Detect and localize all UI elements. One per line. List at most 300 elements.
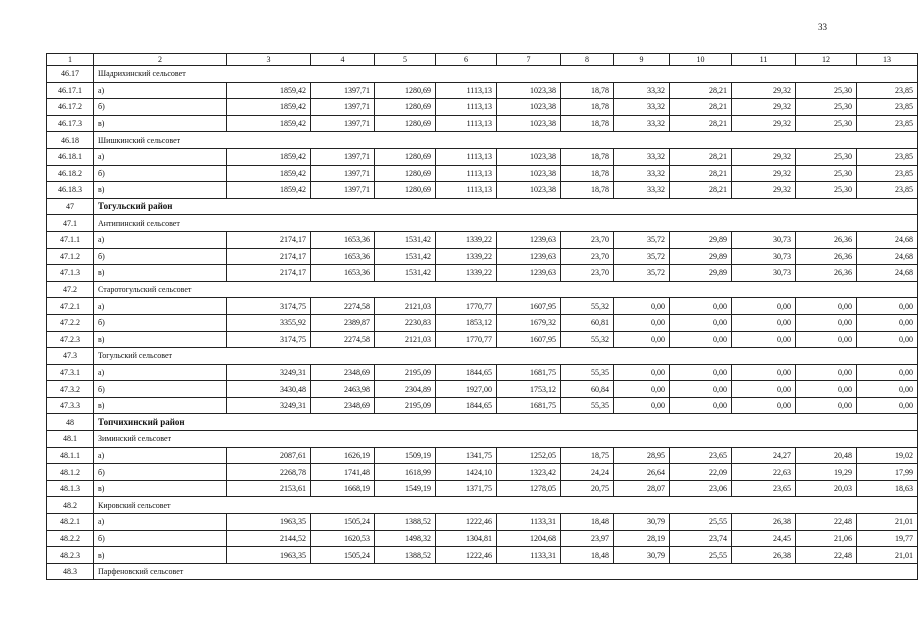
column-header: 1 [47,54,94,66]
row-number: 48.1 [47,431,94,448]
value-cell: 1607,95 [497,331,561,348]
value-cell: 18,78 [561,148,614,165]
value-cell: 28,95 [614,447,670,464]
value-cell: 24,45 [732,530,796,547]
value-cell: 2348,69 [311,397,375,414]
value-cell: 1339,22 [436,248,497,265]
value-cell: 35,72 [614,265,670,282]
row-number: 47.2.1 [47,298,94,315]
value-cell: 35,72 [614,231,670,248]
value-cell: 33,32 [614,165,670,182]
value-cell: 1341,75 [436,447,497,464]
value-cell: 18,78 [561,99,614,116]
council-row [47,497,918,514]
column-header: 12 [796,54,857,66]
value-cell: 26,38 [732,547,796,564]
value-cell: 2144,52 [227,530,311,547]
value-cell: 1397,71 [311,99,375,116]
value-cell: 22,63 [732,464,796,481]
row-label: в) [94,265,227,282]
value-cell: 1853,12 [436,314,497,331]
value-cell: 1113,13 [436,115,497,132]
data-row [47,148,918,165]
value-cell: 1222,46 [436,514,497,531]
row-number: 47.3 [47,348,94,365]
value-cell: 2274,58 [311,298,375,315]
value-cell: 3355,92 [227,314,311,331]
row-number: 48.2.3 [47,547,94,564]
value-cell: 1304,81 [436,530,497,547]
value-cell: 1023,38 [497,82,561,99]
value-cell: 1222,46 [436,547,497,564]
value-cell: 1509,19 [375,447,436,464]
council-name: Антипинский сельсовет [94,215,918,232]
value-cell: 1280,69 [375,82,436,99]
value-cell: 1371,75 [436,480,497,497]
value-cell: 23,70 [561,265,614,282]
data-row [47,115,918,132]
data-row [47,82,918,99]
value-cell: 28,21 [670,165,732,182]
value-cell: 1113,13 [436,99,497,116]
value-cell: 18,78 [561,82,614,99]
value-cell: 35,72 [614,248,670,265]
value-cell: 55,32 [561,331,614,348]
value-cell: 1679,32 [497,314,561,331]
council-row [47,563,918,580]
value-cell: 0,00 [796,314,857,331]
value-cell: 23,97 [561,530,614,547]
value-cell: 1388,52 [375,514,436,531]
value-cell: 23,85 [857,182,918,199]
value-cell: 28,21 [670,99,732,116]
value-cell: 19,29 [796,464,857,481]
value-cell: 30,79 [614,514,670,531]
value-cell: 29,32 [732,82,796,99]
value-cell: 1859,42 [227,99,311,116]
tariff-table [46,53,918,580]
value-cell: 23,85 [857,148,918,165]
row-number: 46.18.3 [47,182,94,199]
value-cell: 1133,31 [497,547,561,564]
row-label: б) [94,314,227,331]
value-cell: 1023,38 [497,115,561,132]
value-cell: 1963,35 [227,547,311,564]
value-cell: 0,00 [732,381,796,398]
council-name: Старотогульский сельсовет [94,281,918,298]
district-row [47,414,918,431]
value-cell: 23,85 [857,82,918,99]
value-cell: 1323,42 [497,464,561,481]
council-row [47,66,918,83]
value-cell: 1505,24 [311,547,375,564]
value-cell: 23,85 [857,115,918,132]
row-number: 46.17.2 [47,99,94,116]
value-cell: 1653,36 [311,265,375,282]
row-label: б) [94,165,227,182]
council-name: Зиминский сельсовет [94,431,918,448]
value-cell: 1531,42 [375,231,436,248]
value-cell: 0,00 [857,298,918,315]
value-cell: 33,32 [614,99,670,116]
value-cell: 24,24 [561,464,614,481]
value-cell: 1844,65 [436,364,497,381]
value-cell: 2268,78 [227,464,311,481]
value-cell: 1607,95 [497,298,561,315]
value-cell: 1859,42 [227,82,311,99]
value-cell: 29,32 [732,115,796,132]
data-row [47,331,918,348]
value-cell: 0,00 [796,298,857,315]
value-cell: 1133,31 [497,514,561,531]
row-number: 47.2.2 [47,314,94,331]
value-cell: 1239,63 [497,265,561,282]
value-cell: 0,00 [732,397,796,414]
value-cell: 1339,22 [436,265,497,282]
value-cell: 21,06 [796,530,857,547]
row-number: 46.17.3 [47,115,94,132]
row-label: а) [94,447,227,464]
council-row [47,281,918,298]
council-name: Шишкинский сельсовет [94,132,918,149]
value-cell: 33,32 [614,115,670,132]
value-cell: 3249,31 [227,397,311,414]
row-number: 46.18.1 [47,148,94,165]
data-row [47,99,918,116]
value-cell: 1753,12 [497,381,561,398]
value-cell: 0,00 [614,298,670,315]
value-cell: 19,02 [857,447,918,464]
value-cell: 23,06 [670,480,732,497]
value-cell: 23,70 [561,231,614,248]
council-row [47,215,918,232]
data-row [47,265,918,282]
data-row [47,530,918,547]
data-row [47,231,918,248]
page-number: 33 [818,22,827,32]
value-cell: 2304,89 [375,381,436,398]
value-cell: 1113,13 [436,182,497,199]
data-row [47,364,918,381]
value-cell: 1859,42 [227,165,311,182]
value-cell: 23,65 [670,447,732,464]
value-cell: 0,00 [670,397,732,414]
row-number: 47.1 [47,215,94,232]
value-cell: 1388,52 [375,547,436,564]
value-cell: 26,64 [614,464,670,481]
value-cell: 2121,03 [375,331,436,348]
row-label: а) [94,231,227,248]
value-cell: 29,89 [670,248,732,265]
value-cell: 2195,09 [375,364,436,381]
row-label: в) [94,182,227,199]
value-cell: 1498,32 [375,530,436,547]
value-cell: 25,30 [796,99,857,116]
value-cell: 23,85 [857,99,918,116]
row-label: б) [94,530,227,547]
value-cell: 1505,24 [311,514,375,531]
value-cell: 1844,65 [436,397,497,414]
value-cell: 29,32 [732,165,796,182]
value-cell: 0,00 [670,364,732,381]
value-cell: 0,00 [614,331,670,348]
data-row [47,248,918,265]
value-cell: 23,74 [670,530,732,547]
value-cell: 29,89 [670,265,732,282]
value-cell: 1397,71 [311,82,375,99]
value-cell: 17,99 [857,464,918,481]
row-label: б) [94,248,227,265]
value-cell: 30,73 [732,265,796,282]
row-number: 46.17 [47,66,94,83]
data-row [47,314,918,331]
value-cell: 33,32 [614,148,670,165]
value-cell: 0,00 [796,364,857,381]
value-cell: 0,00 [796,397,857,414]
value-cell: 1239,63 [497,248,561,265]
row-number: 47.1.2 [47,248,94,265]
value-cell: 18,48 [561,514,614,531]
value-cell: 1397,71 [311,148,375,165]
value-cell: 1339,22 [436,231,497,248]
row-label: в) [94,547,227,564]
value-cell: 2174,17 [227,248,311,265]
value-cell: 1239,63 [497,231,561,248]
row-number: 48.1.1 [47,447,94,464]
value-cell: 0,00 [732,314,796,331]
value-cell: 2389,87 [311,314,375,331]
value-cell: 1113,13 [436,165,497,182]
value-cell: 28,19 [614,530,670,547]
value-cell: 2195,09 [375,397,436,414]
row-number: 48.1.2 [47,464,94,481]
value-cell: 55,32 [561,298,614,315]
value-cell: 18,78 [561,182,614,199]
value-cell: 3249,31 [227,364,311,381]
value-cell: 0,00 [796,331,857,348]
value-cell: 0,00 [670,314,732,331]
row-number: 46.18 [47,132,94,149]
value-cell: 26,36 [796,231,857,248]
council-row [47,132,918,149]
value-cell: 24,27 [732,447,796,464]
row-number: 47.3.2 [47,381,94,398]
value-cell: 28,21 [670,182,732,199]
value-cell: 20,48 [796,447,857,464]
value-cell: 1023,38 [497,165,561,182]
data-row [47,547,918,564]
row-label: а) [94,514,227,531]
value-cell: 60,81 [561,314,614,331]
row-number: 47 [47,198,94,215]
value-cell: 30,73 [732,248,796,265]
value-cell: 1963,35 [227,514,311,531]
district-row [47,198,918,215]
row-number: 47.1.3 [47,265,94,282]
value-cell: 2463,98 [311,381,375,398]
value-cell: 1280,69 [375,115,436,132]
value-cell: 0,00 [670,298,732,315]
table-body [47,54,918,580]
value-cell: 2174,17 [227,265,311,282]
value-cell: 3430,48 [227,381,311,398]
district-name: Топчихинский район [94,414,918,431]
value-cell: 0,00 [732,298,796,315]
value-cell: 1618,99 [375,464,436,481]
row-label: б) [94,99,227,116]
value-cell: 23,70 [561,248,614,265]
value-cell: 0,00 [732,331,796,348]
value-cell: 18,75 [561,447,614,464]
row-label: в) [94,331,227,348]
value-cell: 22,09 [670,464,732,481]
value-cell: 25,30 [796,115,857,132]
value-cell: 1397,71 [311,165,375,182]
value-cell: 1113,13 [436,148,497,165]
value-cell: 29,32 [732,148,796,165]
row-label: в) [94,480,227,497]
row-number: 47.2 [47,281,94,298]
value-cell: 24,68 [857,248,918,265]
value-cell: 22,48 [796,514,857,531]
value-cell: 0,00 [857,381,918,398]
row-label: а) [94,364,227,381]
value-cell: 18,78 [561,115,614,132]
value-cell: 21,01 [857,514,918,531]
value-cell: 1859,42 [227,182,311,199]
value-cell: 19,77 [857,530,918,547]
value-cell: 0,00 [857,364,918,381]
value-cell: 1653,36 [311,248,375,265]
column-header: 7 [497,54,561,66]
value-cell: 29,32 [732,182,796,199]
value-cell: 28,21 [670,115,732,132]
value-cell: 1653,36 [311,231,375,248]
column-header: 2 [94,54,227,66]
value-cell: 21,01 [857,547,918,564]
column-header: 6 [436,54,497,66]
data-row [47,165,918,182]
row-number: 48.1.3 [47,480,94,497]
value-cell: 55,35 [561,364,614,381]
row-label: а) [94,148,227,165]
value-cell: 1252,05 [497,447,561,464]
value-cell: 1280,69 [375,99,436,116]
value-cell: 2174,17 [227,231,311,248]
value-cell: 1280,69 [375,165,436,182]
value-cell: 33,32 [614,82,670,99]
row-label: а) [94,298,227,315]
value-cell: 0,00 [857,397,918,414]
value-cell: 0,00 [857,331,918,348]
value-cell: 1620,53 [311,530,375,547]
value-cell: 29,89 [670,231,732,248]
row-number: 48.2.1 [47,514,94,531]
value-cell: 29,32 [732,99,796,116]
data-row [47,464,918,481]
value-cell: 1397,71 [311,115,375,132]
value-cell: 1397,71 [311,182,375,199]
row-number: 46.17.1 [47,82,94,99]
data-row [47,298,918,315]
row-number: 48.2 [47,497,94,514]
value-cell: 28,07 [614,480,670,497]
row-number: 48.3 [47,563,94,580]
value-cell: 25,30 [796,82,857,99]
value-cell: 0,00 [670,331,732,348]
value-cell: 25,55 [670,514,732,531]
council-name: Тогульский сельсовет [94,348,918,365]
column-header: 11 [732,54,796,66]
row-number: 47.2.3 [47,331,94,348]
row-number: 46.18.2 [47,165,94,182]
value-cell: 1626,19 [311,447,375,464]
value-cell: 1770,77 [436,298,497,315]
value-cell: 60,84 [561,381,614,398]
value-cell: 1280,69 [375,148,436,165]
row-label: в) [94,115,227,132]
data-row [47,381,918,398]
value-cell: 3174,75 [227,298,311,315]
value-cell: 26,38 [732,514,796,531]
data-row [47,480,918,497]
row-number: 48 [47,414,94,431]
value-cell: 18,78 [561,165,614,182]
column-header: 5 [375,54,436,66]
value-cell: 0,00 [614,364,670,381]
row-number: 47.3.3 [47,397,94,414]
value-cell: 0,00 [796,381,857,398]
value-cell: 18,63 [857,480,918,497]
value-cell: 1531,42 [375,248,436,265]
value-cell: 2087,61 [227,447,311,464]
data-row [47,447,918,464]
value-cell: 1023,38 [497,99,561,116]
value-cell: 2121,03 [375,298,436,315]
row-label: б) [94,381,227,398]
value-cell: 1859,42 [227,148,311,165]
council-name: Шадрихинский сельсовет [94,66,918,83]
value-cell: 25,30 [796,148,857,165]
value-cell: 1741,48 [311,464,375,481]
value-cell: 0,00 [732,364,796,381]
value-cell: 23,65 [732,480,796,497]
data-row [47,514,918,531]
value-cell: 1859,42 [227,115,311,132]
column-header: 9 [614,54,670,66]
column-header: 3 [227,54,311,66]
value-cell: 1280,69 [375,182,436,199]
value-cell: 20,03 [796,480,857,497]
row-number: 48.2.2 [47,530,94,547]
value-cell: 1023,38 [497,148,561,165]
value-cell: 22,48 [796,547,857,564]
value-cell: 1549,19 [375,480,436,497]
column-header: 10 [670,54,732,66]
value-cell: 18,48 [561,547,614,564]
row-number: 47.1.1 [47,231,94,248]
value-cell: 1927,00 [436,381,497,398]
data-row [47,397,918,414]
value-cell: 2153,61 [227,480,311,497]
value-cell: 24,68 [857,265,918,282]
value-cell: 25,30 [796,182,857,199]
value-cell: 1770,77 [436,331,497,348]
value-cell: 1278,05 [497,480,561,497]
value-cell: 26,36 [796,265,857,282]
value-cell: 25,55 [670,547,732,564]
value-cell: 2230,83 [375,314,436,331]
